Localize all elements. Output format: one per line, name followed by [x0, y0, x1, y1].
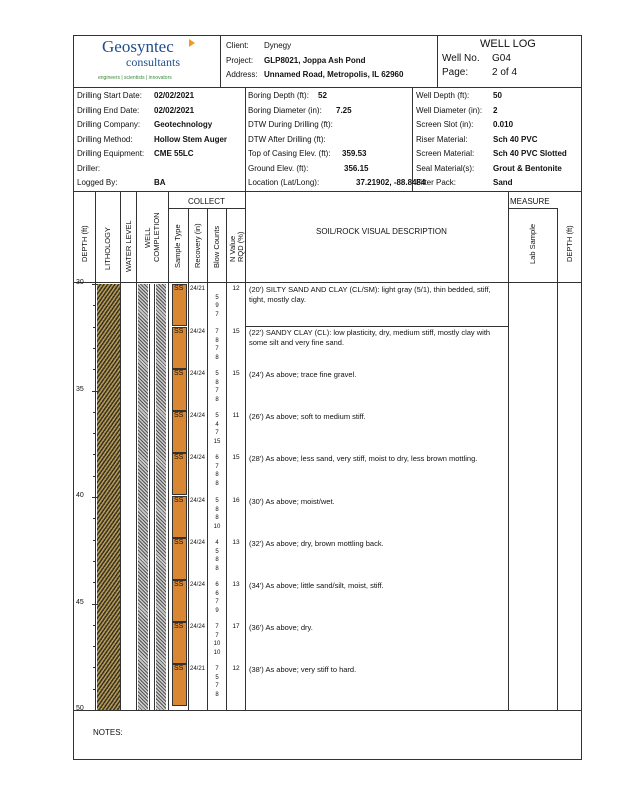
n-value: 11	[232, 412, 240, 419]
blow-count: 8	[215, 396, 219, 403]
sample-recovery: 24/24	[190, 540, 206, 546]
info-label: Screen Material:	[416, 149, 475, 158]
depth-minor-tick	[93, 582, 96, 583]
sample-recovery: 24/21	[190, 286, 206, 292]
info-value: 02/02/2021	[154, 105, 195, 115]
depth-minor-tick	[93, 710, 96, 711]
info-value: 2	[493, 105, 498, 115]
depth-minor-tick	[93, 561, 96, 562]
n-value: 15	[232, 454, 240, 461]
blow-count: 5	[215, 371, 219, 377]
info-label: Drilling Method:	[77, 134, 133, 144]
n-value: 15	[232, 328, 240, 335]
blow-count: 5	[215, 498, 219, 504]
well-no-label: Well No.	[442, 53, 480, 64]
info-label: Ground Elev. (ft):	[248, 163, 309, 173]
sample-type: SS	[174, 454, 184, 461]
depth-column-header: DEPTH (ft)	[80, 225, 89, 262]
info-value: Geotechnology	[154, 120, 213, 129]
info-label: Boring Diameter (in):	[248, 105, 322, 115]
sample-type: SS	[174, 539, 184, 546]
sample-type: SS	[174, 665, 184, 672]
n-value: 17	[232, 623, 240, 630]
n-value: 13	[232, 539, 240, 546]
blow-count: 8	[215, 480, 219, 487]
blow-count: 7	[215, 346, 219, 352]
sample-recovery: 24/24	[190, 413, 206, 419]
blow-count: 8	[215, 337, 219, 344]
blow-count: 8	[215, 506, 219, 513]
measure-group-header: MEASURE	[510, 197, 550, 206]
blow-count: 4	[215, 421, 219, 428]
info-label: DTW During Drilling (ft):	[248, 120, 333, 129]
annular-grout-right	[156, 284, 166, 710]
address-value: Unnamed Road, Metropolis, IL 62960	[264, 70, 404, 79]
blow-count: 7	[215, 388, 219, 394]
depth-right-column-header: DEPTH (ft)	[565, 225, 574, 262]
sample-type: SS	[174, 412, 184, 419]
info-value: CME 55LC	[154, 149, 194, 158]
info-value: 52	[318, 91, 327, 100]
n-value: 12	[232, 285, 240, 292]
depth-minor-tick	[93, 646, 96, 647]
depth-minor-tick	[93, 348, 96, 349]
depth-minor-tick	[93, 412, 96, 413]
sample-type: SS	[174, 581, 184, 588]
depth-minor-tick	[93, 433, 96, 434]
rqd-column-header: RQD (%)	[236, 231, 245, 262]
lithology-column-header: LITHOLOGY	[103, 227, 112, 270]
depth-minor-tick	[93, 327, 96, 328]
info-value: 0.010	[493, 120, 514, 129]
info-label: Boring Depth (ft):	[248, 91, 309, 100]
client-label: Client:	[226, 41, 249, 50]
blow-count: 5	[215, 548, 219, 555]
depth-minor-tick	[93, 689, 96, 690]
sample-type: SS	[174, 285, 184, 292]
depth-tick-label: 35	[76, 385, 84, 393]
soil-description: (36') As above; dry.	[249, 623, 313, 632]
info-value: 7.25	[336, 105, 352, 115]
well-no-value: G04	[492, 53, 511, 64]
info-label: Drilling Company:	[77, 120, 141, 129]
annular-grout-left	[138, 284, 148, 710]
sample-type: SS	[174, 328, 184, 335]
blow-count: 4	[215, 540, 219, 546]
blow-count: 6	[215, 582, 219, 588]
info-label: Well Depth (ft):	[416, 91, 470, 100]
info-label: Riser Material:	[416, 134, 468, 144]
depth-minor-tick	[93, 369, 96, 370]
blow-count: 7	[215, 599, 219, 605]
blow-count: 7	[215, 624, 219, 630]
depth-minor-tick	[93, 476, 96, 477]
blow-count: 8	[215, 565, 219, 572]
info-value: 356.15	[344, 163, 369, 173]
blow-count: 7	[215, 666, 219, 672]
info-label: Drilling End Date:	[77, 105, 140, 115]
completion-column-header: COMPLETION	[152, 212, 161, 262]
page-value: 2 of 4	[492, 67, 518, 78]
sample-type: SS	[174, 497, 184, 504]
project-value: GLP8021, Joppa Ash Pond	[264, 56, 366, 65]
lithology-clay-pattern	[97, 284, 120, 710]
blow-count: 9	[215, 303, 219, 309]
blow-counts-column-header: Blow Counts	[212, 225, 221, 268]
info-value: Sand	[493, 178, 513, 187]
sample-type: SS	[174, 370, 184, 377]
info-label: DTW After Drilling (ft):	[248, 134, 326, 144]
info-value: 37.21902, -88.8484	[356, 178, 426, 187]
sample-recovery: 24/21	[190, 666, 206, 672]
lab-sample-column-header: Lab Sample	[528, 223, 537, 264]
depth-tick-label: 50	[76, 705, 84, 712]
depth-minor-tick	[93, 305, 96, 306]
well-column-header: WELL	[143, 227, 152, 248]
blow-count: 9	[215, 607, 219, 614]
project-label: Project:	[226, 56, 254, 65]
blow-count: 7	[215, 311, 219, 318]
logo-sub-text: consultants	[126, 55, 180, 69]
notes-label: NOTES:	[93, 728, 123, 737]
logo-main-text: Geosyntec	[102, 37, 174, 56]
description-column-header: SOIL/ROCK VISUAL DESCRIPTION	[316, 227, 447, 236]
info-label: Top of Casing Elev. (ft):	[248, 149, 331, 158]
soil-description: (22') SANDY CLAY (CL): low plasticity, dry, medium stiff, mostly clay with some silt and very fine sand.	[249, 328, 491, 347]
info-label: Seal Material(s):	[416, 163, 475, 173]
depth-minor-tick	[93, 284, 96, 285]
info-label: Driller:	[77, 163, 101, 173]
soil-description: (38') As above; very stiff to hard.	[249, 665, 357, 674]
soil-description: (20') SILTY SAND AND CLAY (CL/SM): light gray (5/1), thin bedded, stiff, tight, mostly clay.	[249, 285, 491, 304]
sample-recovery: 24/24	[190, 624, 206, 630]
blow-count: 8	[215, 515, 219, 521]
blow-count: 10	[213, 641, 221, 647]
n-value-column-header: N Value	[228, 235, 237, 262]
client-value: Dynegy	[264, 41, 292, 50]
company-logo	[78, 37, 218, 85]
logo-mark-icon	[189, 39, 195, 47]
blow-count: 5	[215, 674, 219, 681]
info-label: Location (Lat/Long):	[248, 178, 320, 187]
depth-minor-tick	[93, 604, 96, 605]
info-value: Sch 40 PVC	[493, 134, 538, 144]
soil-description: (34') As above; little sand/silt, moist, stiff.	[249, 581, 384, 590]
blow-count: 8	[215, 691, 219, 698]
n-value: 12	[232, 665, 240, 672]
sample-recovery: 24/24	[190, 371, 206, 377]
blow-count: 7	[215, 632, 219, 639]
info-label: Screen Slot (in):	[416, 120, 474, 129]
info-value: Hollow Stem Auger	[154, 134, 228, 144]
blow-count: 8	[215, 472, 219, 478]
depth-minor-tick	[93, 667, 96, 668]
blow-count: 5	[215, 413, 219, 419]
info-label: Well Diameter (in):	[416, 105, 483, 115]
water-level-column-header: WATER LEVEL	[124, 220, 133, 272]
sample-type-column-header: Sample Type	[173, 224, 182, 268]
well-riser-pipe	[149, 284, 155, 710]
soil-description: (28') As above; less sand, very stiff, moist to dry, less brown mottling.	[249, 454, 478, 463]
soil-description: (30') As above; moist/wet.	[249, 497, 335, 506]
blow-count: 6	[215, 590, 219, 597]
page-label: Page:	[442, 67, 469, 78]
info-value: 50	[493, 91, 502, 100]
depth-tick-label: 40	[76, 492, 84, 499]
blow-count: 15	[213, 438, 221, 445]
depth-minor-tick	[93, 391, 96, 392]
soil-description: (26') As above; soft to medium stiff.	[249, 412, 366, 421]
blow-count: 8	[215, 379, 219, 386]
sample-recovery: 24/24	[190, 498, 206, 504]
info-label: Drilling Equipment:	[77, 149, 145, 158]
blow-count: 5	[215, 294, 219, 301]
depth-minor-tick	[93, 540, 96, 541]
recovery-column-header: Recovery (in)	[193, 223, 202, 268]
blow-count: 10	[213, 649, 221, 656]
well-log-title: WELL LOG	[480, 38, 536, 50]
blow-count: 8	[215, 557, 219, 563]
soil-description: (24') As above; trace fine gravel.	[249, 370, 357, 379]
depth-minor-tick	[93, 454, 96, 455]
n-value: 16	[232, 497, 240, 504]
info-label: Logged By:	[77, 178, 118, 187]
info-label: Drilling Start Date:	[77, 91, 142, 100]
info-value: BA	[154, 178, 166, 187]
blow-count: 6	[215, 455, 219, 461]
address-label: Address:	[226, 70, 258, 79]
depth-minor-tick	[93, 625, 96, 626]
info-value: Sch 40 PVC Slotted	[493, 149, 567, 158]
sample-recovery: 24/24	[190, 455, 206, 461]
n-value: 13	[232, 581, 240, 588]
blow-count: 7	[215, 430, 219, 436]
blow-count: 7	[215, 683, 219, 689]
info-label: Filter Pack:	[416, 178, 457, 187]
description-divider	[245, 326, 508, 327]
info-value: 359.53	[342, 149, 367, 158]
sample-recovery: 24/24	[190, 582, 206, 588]
collect-group-header: COLLECT	[188, 197, 225, 206]
sample-type: SS	[174, 623, 184, 630]
n-value: 15	[232, 370, 240, 377]
depth-minor-tick	[93, 518, 96, 519]
blow-count: 8	[215, 354, 219, 361]
depth-tick-label: 45	[76, 598, 84, 606]
logo-tagline: engineers | scientists | innovators	[98, 75, 172, 81]
blow-count: 10	[213, 523, 221, 530]
sample-recovery: 24/24	[190, 329, 206, 335]
blow-count: 7	[215, 329, 219, 335]
depth-minor-tick	[93, 497, 96, 498]
info-value: Grout & Bentonite	[493, 163, 562, 173]
blow-count: 7	[215, 463, 219, 470]
info-value: 02/02/2021	[154, 91, 195, 100]
depth-tick-label: 30	[76, 279, 84, 286]
soil-description: (32') As above; dry, brown mottling back.	[249, 539, 384, 548]
